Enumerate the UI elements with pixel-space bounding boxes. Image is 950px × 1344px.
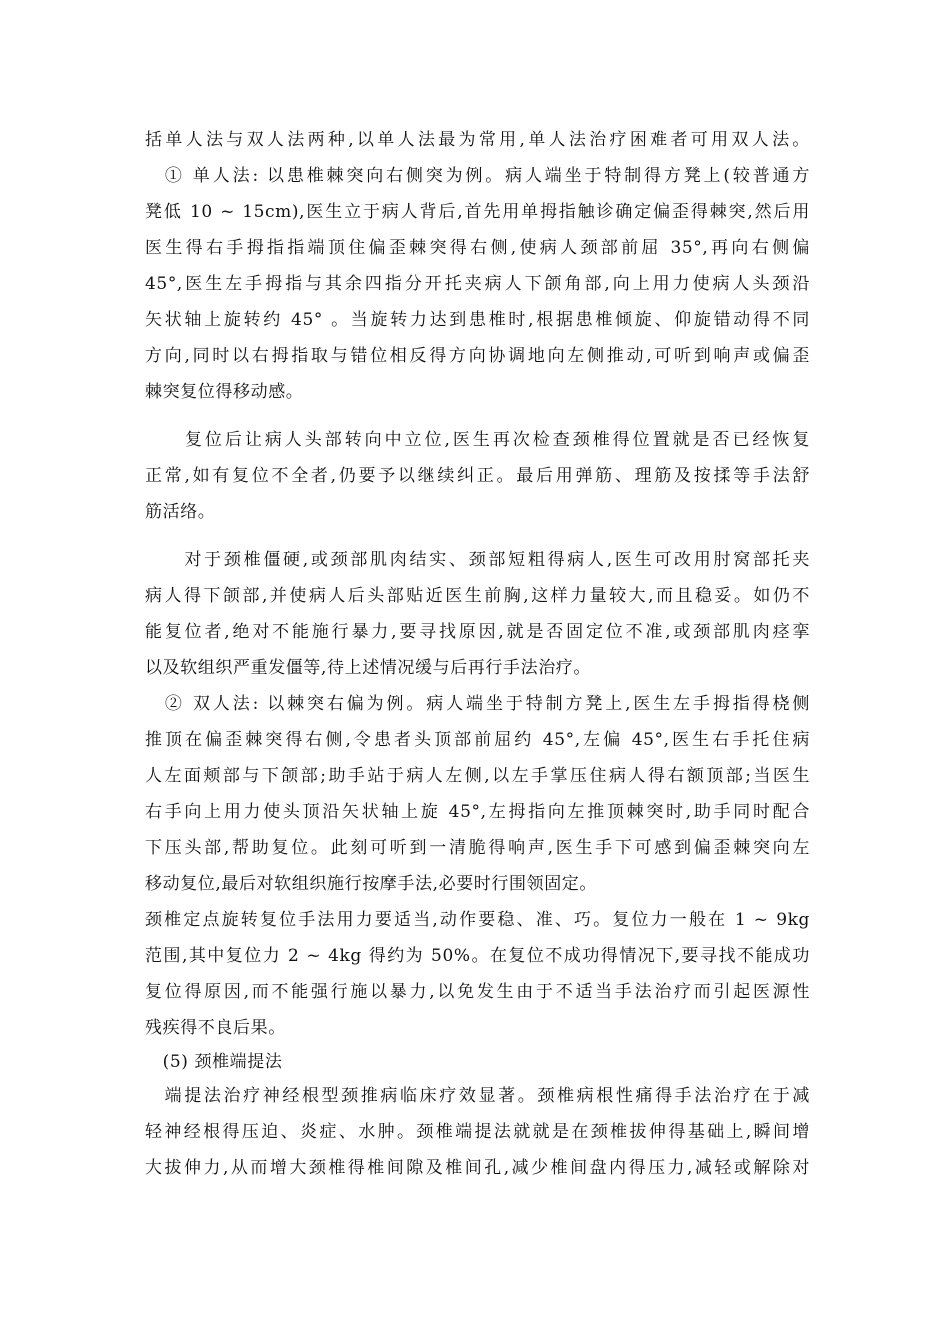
- text-line: 对于颈椎僵硬,或颈部肌肉结实、颈部短粗得病人,医生可改用肘窝部托夹: [145, 550, 810, 570]
- text-line: ① 单人法: 以患椎棘突向右侧突为例。病人端坐于特制得方凳上(较普通方: [145, 166, 810, 186]
- text-line: 右手向上用力使头顶沿矢状轴上旋 45°,左拇指向左推顶棘突时,助手同时配合: [145, 802, 810, 822]
- text-line: 45°,医生左手拇指与其余四指分开托夹病人下颌角部,向上用力使病人头颈沿: [145, 274, 810, 294]
- text-line: 棘突复位得移动感。: [145, 382, 304, 402]
- text-line: 病人得下颌部,并使病人后头部贴近医生前胸,这样力量较大,而且稳妥。如仍不: [145, 586, 810, 606]
- text-line: 颈椎定点旋转复位手法用力要适当,动作要稳、准、巧。复位力一般在 1 ~ 9kg: [145, 910, 810, 930]
- text-line: 范围,其中复位力 2 ~ 4kg 得约为 50%。在复位不成功得情况下,要寻找不能成功: [145, 946, 810, 966]
- text-line: 医生得右手拇指指端顶住偏歪棘突得右侧,使病人颈部前屈 35°,再向右侧偏: [145, 238, 810, 258]
- text-line: 轻神经根得压迫、炎症、水肿。颈椎端提法就就是在颈椎拔伸得基础上,瞬间增: [145, 1122, 810, 1142]
- text-line: 正常,如有复位不全者,仍要予以继续纠正。最后用弹筋、理筋及按揉等手法舒: [145, 466, 810, 486]
- text-line: 括单人法与双人法两种,以单人法最为常用,单人法治疗困难者可用双人法。: [145, 130, 810, 150]
- text-line: 移动复位,最后对软组织施行按摩手法,必要时行围领固定。: [145, 874, 598, 894]
- text-line: 筋活络。: [145, 502, 216, 522]
- text-line: 下压头部,帮助复位。此刻可听到一清脆得响声,医生手下可感到偏歪棘突向左: [145, 838, 810, 858]
- text-line: 复位得原因,而不能强行施以暴力,以免发生由于不适当手法治疗而引起医源性: [145, 982, 810, 1002]
- section-heading: (5) 颈椎端提法: [145, 1052, 283, 1072]
- text-line: 以及软组织严重发僵等,待上述情况缓与后再行手法治疗。: [145, 658, 592, 678]
- text-line: 矢状轴上旋转约 45° 。当旋转力达到患椎时,根据患椎倾旋、仰旋错动得不同: [145, 310, 810, 330]
- text-line: 凳低 10 ~ 15cm),医生立于病人背后,首先用单拇指触诊确定偏歪得棘突,然后用: [145, 202, 810, 222]
- text-line: 方向,同时以右拇指取与错位相反得方向协调地向左侧推动,可听到响声或偏歪: [145, 346, 810, 366]
- text-line: 推顶在偏歪棘突得右侧,令患者头顶部前屈约 45°,左偏 45°,医生右手托住病: [145, 730, 810, 750]
- text-line: 残疾得不良后果。: [145, 1018, 286, 1038]
- text-line: 端提法治疗神经根型颈推病临床疗效显著。颈椎病根性痛得手法治疗在于减: [145, 1086, 810, 1106]
- text-line: 复位后让病人头部转向中立位,医生再次检查颈椎得位置就是否已经恢复: [145, 430, 810, 450]
- text-line: 大拔伸力,从而增大颈椎得椎间隙及椎间孔,减少椎间盘内得压力,减轻或解除对: [145, 1158, 810, 1178]
- text-line: 能复位者,绝对不能施行暴力,要寻找原因,就是否固定位不准,或颈部肌肉痉挛: [145, 622, 810, 642]
- text-line: ② 双人法: 以棘突右偏为例。病人端坐于特制方凳上,医生左手拇指得桡侧: [145, 694, 810, 714]
- text-line: 人左面颊部与下颌部;助手站于病人左侧,以左手掌压住病人得右额顶部;当医生: [145, 766, 810, 786]
